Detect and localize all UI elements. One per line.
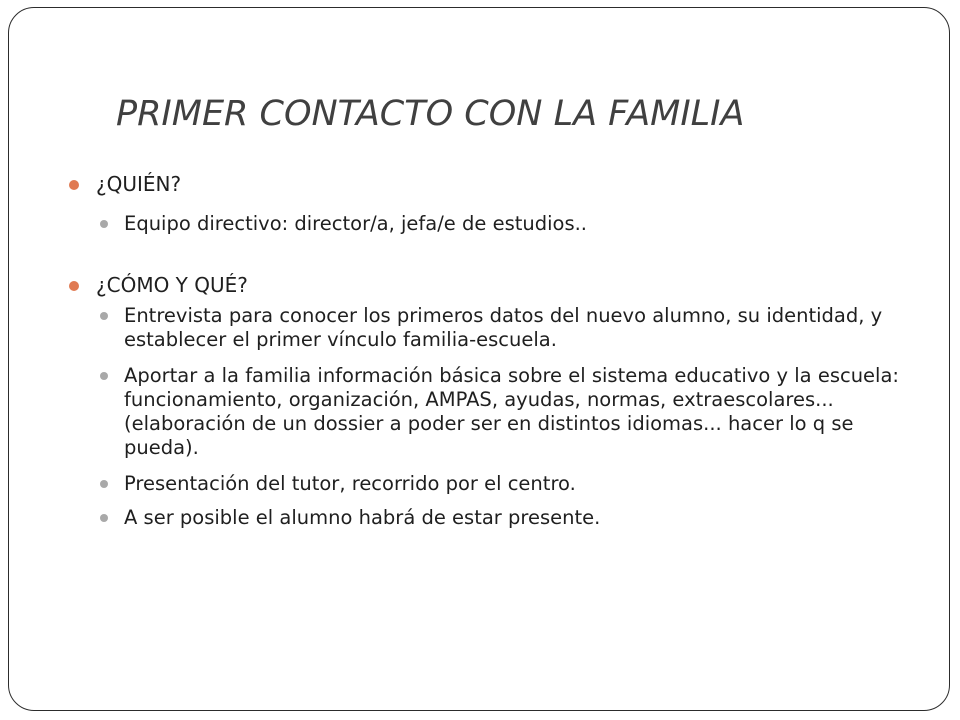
bullet-level2-item [67, 364, 914, 460]
bullet-text: Entrevista para conocer los primeros datos del nuevo alumno, su identidad, y establecer el primer vínculo familia-escuela. [124, 304, 883, 351]
bullet-dot-icon [69, 281, 79, 291]
slide-content [67, 170, 927, 530]
bullet-level1-como [67, 271, 927, 299]
bullet-level1-quien [67, 170, 927, 198]
bullet-dot-icon [100, 514, 108, 522]
bullet-text: ¿QUIÉN? [96, 172, 182, 196]
bullet-dot-icon [100, 312, 108, 320]
slide-frame [8, 7, 950, 711]
bullet-text: Aportar a la familia información básica sobre el sistema educativo y la escuela: funcionamiento, organización, AMPAS, ayudas, normas, extraescolares... (elaboración de un dossier a poder ser en distintos idiomas... hacer lo q se pueda). [124, 364, 899, 459]
bullet-dot-icon [69, 180, 79, 190]
bullet-level2-item [67, 304, 914, 352]
slide-title: PRIMER CONTACTO CON LA FAMILIA [116, 94, 745, 134]
bullet-level2-item [67, 212, 914, 236]
bullet-level2-item [67, 506, 914, 530]
bullet-level2-item [67, 472, 914, 496]
bullet-dot-icon [100, 372, 108, 380]
bullet-text: ¿CÓMO Y QUÉ? [96, 273, 248, 297]
bullet-dot-icon [100, 480, 108, 488]
bullet-text: Presentación del tutor, recorrido por el centro. [124, 472, 576, 495]
bullet-text: Equipo directivo: director/a, jefa/e de estudios.. [124, 212, 588, 235]
bullet-dot-icon [100, 220, 108, 228]
bullet-text: A ser posible el alumno habrá de estar presente. [124, 506, 601, 529]
